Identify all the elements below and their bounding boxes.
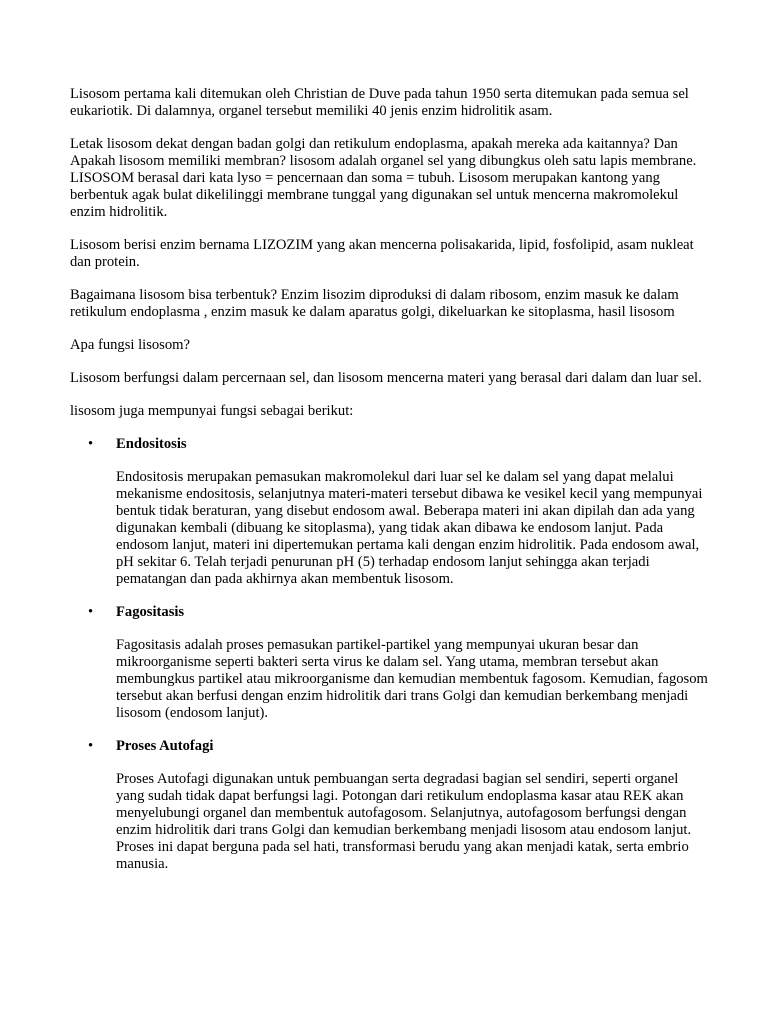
paragraph-function: Lisosom berfungsi dalam percernaan sel, dan lisosom mencerna materi yang berasal dari dalam dan luar sel. (70, 370, 702, 386)
list-item-fagositasis (70, 604, 710, 722)
list-item-title: Endositosis (116, 436, 187, 452)
paragraph-list-intro: lisosom juga mempunyai fungsi sebagai berikut: (70, 403, 354, 419)
list-item-autofagi (70, 738, 710, 873)
list-item-heading (70, 436, 710, 453)
bullet-icon: • (88, 738, 94, 754)
paragraph-formation: Bagaimana lisosom bisa terbentuk? Enzim lisozim diproduksi di dalam ribosom, enzim masuk ke dalam retikulum endoplasma , enzim masuk ke dalam aparatus golgi, dikeluarkan ke sitoplasma, hasil lisosom (70, 287, 679, 320)
paragraph-question: Apa fungsi lisosom? (70, 337, 190, 353)
list-item-title: Proses Autofagi (116, 738, 214, 754)
list-item-heading (70, 738, 710, 755)
list-item-body: Proses Autofagi digunakan untuk pembuangan serta degradasi bagian sel sendiri, seperti organel yang sudah tidak dapat berfungsi lagi. Potongan dari retikulum endoplasma kasar atau REK akan menyelubungi organel dan membentuk autofagosom. Selanjutnya, autofagosom berfungsi dengan enzim hidrolitik dari trans Golgi dan kemudian berkembang menjadi lisosom atau endosom lanjut. Proses ini dapat berguna pada sel hati, transformasi berudu yang akan menjadi katak, serta embrio manusia. (116, 771, 692, 872)
list-item-body: Fagositasis adalah proses pemasukan partikel-partikel yang mempunyai ukuran besar dan mikroorganisme seperti bakteri serta virus ke dalam sel. Yang utama, membran tersebut akan membungkus partikel atau mikroorganisme dan kemudian membentuk fagosom. Kemudian, fagosom tersebut akan berfusi dengan enzim hidrolitik dari trans Golgi dan kemudian berkembang menjadi lisosom (endosom lanjut). (116, 637, 708, 721)
bullet-icon: • (88, 604, 94, 620)
list-item-endositosis (70, 436, 710, 588)
list-item-title: Fagositasis (116, 604, 185, 620)
paragraph-location: Letak lisosom dekat dengan badan golgi dan retikulum endoplasma, apakah mereka ada kaitannya? Dan Apakah lisosom memiliki membran? lisosom adalah organel sel yang dibungkus oleh satu lapis membrane. LISOSOM berasal dari kata lyso = pencernaan dan soma = tubuh. Lisosom merupakan kantong yang berbentuk agak bulat dikelilinggi membrane tunggal yang digunakan sel untuk mencerna makromolekul enzim hidrolitik. (70, 136, 697, 220)
list-item-heading (70, 604, 710, 621)
bullet-icon: • (88, 436, 94, 452)
paragraph-contents: Lisosom berisi enzim bernama LIZOZIM yang akan mencerna polisakarida, lipid, fosfolipid, asam nukleat dan protein. (70, 237, 694, 270)
paragraph-intro: Lisosom pertama kali ditemukan oleh Christian de Duve pada tahun 1950 serta ditemukan pada semua sel eukariotik. Di dalamnya, organel tersebut memiliki 40 jenis enzim hidrolitik asam. (70, 86, 689, 119)
document-body (70, 86, 710, 889)
list-item-body: Endositosis merupakan pemasukan makromolekul dari luar sel ke dalam sel yang dapat melalui mekanisme endositosis, selanjutnya materi-materi tersebut dibawa ke vesikel kecil yang mempunyai bentuk tidak beraturan, yang disebut endosom awal. Beberapa materi ini akan dipilah dan ada yang digunakan kembali (dibuang ke sitoplasma), yang tidak akan dibawa ke endosom lanjut. Pada endosom lanjut, materi ini dipertemukan pertama kali dengan enzim hidrolitik. Pada endosom awal, pH sekitar 6. Telah terjadi penurunan pH (5) terhadap endosom lanjut sehingga akan terjadi pematangan dan pada akhirnya akan membentuk lisosom. (116, 469, 703, 587)
